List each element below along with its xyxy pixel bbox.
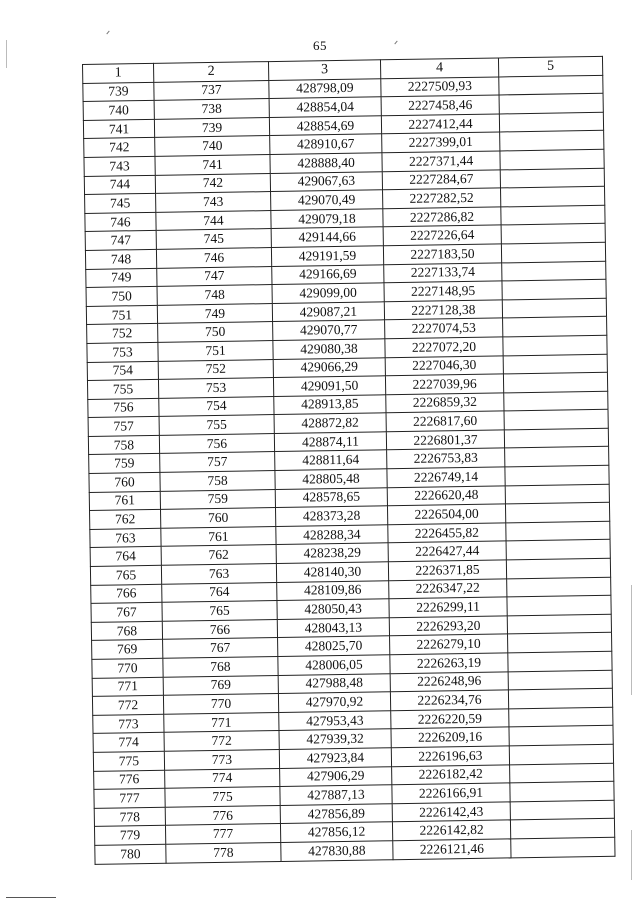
y-coordinate-cell: 2226263,19 (390, 653, 508, 673)
x-coordinate-cell: 429166,69 (272, 264, 384, 284)
note-cell (511, 837, 615, 857)
y-coordinate-cell: 2226142,82 (392, 820, 510, 840)
point-number-cell: 772 (92, 695, 163, 715)
x-coordinate-cell: 428805,48 (275, 469, 387, 489)
note-cell (502, 298, 606, 318)
point-number-cell: 775 (93, 751, 164, 771)
prev-point-cell: 760 (161, 508, 276, 528)
prev-point-cell: 770 (163, 694, 278, 714)
point-number-cell: 739 (83, 82, 154, 102)
prev-point-cell: 753 (158, 378, 273, 398)
prev-point-cell: 752 (158, 359, 273, 379)
point-number-cell: 748 (85, 249, 156, 269)
x-coordinate-cell: 429080,38 (273, 339, 385, 359)
note-cell (507, 614, 611, 634)
note-cell (500, 168, 604, 188)
point-number-cell: 745 (85, 194, 156, 214)
note-cell (500, 149, 604, 169)
prev-point-cell: 766 (162, 619, 277, 639)
point-number-cell: 746 (85, 212, 156, 232)
point-number-cell: 756 (88, 398, 159, 418)
x-coordinate-cell: 428872,82 (274, 413, 386, 433)
column-header-5: 5 (498, 56, 602, 76)
note-cell (509, 707, 613, 727)
margin-mark-right (631, 585, 632, 695)
x-coordinate-cell: 428050,43 (277, 599, 389, 619)
x-coordinate-cell: 428025,70 (278, 636, 390, 656)
note-cell (501, 224, 605, 244)
x-coordinate-cell: 429191,59 (271, 246, 383, 266)
note-cell (501, 242, 605, 262)
point-number-cell: 762 (90, 510, 161, 530)
prev-point-cell: 758 (160, 471, 275, 491)
note-cell (500, 131, 604, 151)
prev-point-cell: 743 (156, 192, 271, 212)
prev-point-cell: 749 (157, 303, 272, 323)
y-coordinate-cell: 2226859,32 (386, 393, 504, 413)
point-number-cell: 757 (88, 417, 159, 437)
y-coordinate-cell: 2226620,48 (387, 486, 505, 506)
x-coordinate-cell: 429091,50 (273, 376, 385, 396)
prev-point-cell: 777 (165, 824, 280, 844)
y-coordinate-cell: 2226166,91 (392, 783, 510, 803)
x-coordinate-cell: 429144,66 (271, 227, 383, 247)
point-number-cell: 777 (94, 788, 165, 808)
prev-point-cell: 769 (163, 675, 278, 695)
x-coordinate-cell: 427939,32 (279, 729, 391, 749)
y-coordinate-cell: 2226248,96 (390, 671, 508, 691)
x-coordinate-cell: 429070,77 (273, 320, 385, 340)
note-cell (501, 186, 605, 206)
y-coordinate-cell: 2227458,46 (381, 95, 499, 115)
prev-point-cell: 756 (159, 433, 274, 453)
prev-point-cell: 755 (159, 415, 274, 435)
x-coordinate-cell: 427856,89 (280, 803, 392, 823)
note-cell (505, 465, 609, 485)
prev-point-cell: 748 (157, 285, 272, 305)
point-number-cell: 742 (84, 138, 155, 158)
point-number-cell: 779 (94, 826, 165, 846)
x-coordinate-cell: 428288,34 (276, 525, 388, 545)
prev-point-cell: 746 (156, 247, 271, 267)
point-number-cell: 761 (89, 491, 160, 511)
point-number-cell: 749 (86, 268, 157, 288)
column-header-1: 1 (83, 63, 154, 83)
point-number-cell: 765 (90, 565, 161, 585)
y-coordinate-cell: 2226299,11 (389, 597, 507, 617)
prev-point-cell: 740 (155, 136, 270, 156)
prev-point-cell: 739 (154, 117, 269, 137)
prev-point-cell: 774 (165, 768, 280, 788)
scan-speck (106, 31, 109, 35)
y-coordinate-cell: 2226455,82 (388, 523, 506, 543)
note-cell (510, 800, 614, 820)
y-coordinate-cell: 2226209,16 (391, 727, 509, 747)
point-number-cell: 754 (87, 361, 158, 381)
note-cell (503, 354, 607, 374)
prev-point-cell: 762 (161, 545, 276, 565)
y-coordinate-cell: 2227282,52 (383, 188, 501, 208)
prev-point-cell: 773 (164, 749, 279, 769)
note-cell (507, 595, 611, 615)
prev-point-cell: 764 (162, 582, 277, 602)
column-header-4: 4 (380, 58, 498, 78)
note-cell (510, 819, 614, 839)
x-coordinate-cell: 428888,40 (270, 153, 382, 173)
x-coordinate-cell: 427856,12 (280, 822, 392, 842)
point-number-cell: 778 (94, 807, 165, 827)
point-number-cell: 747 (85, 231, 156, 251)
column-header-2: 2 (153, 62, 268, 82)
prev-point-cell: 763 (161, 564, 276, 584)
x-coordinate-cell: 429066,29 (273, 357, 385, 377)
x-coordinate-cell: 428140,30 (276, 562, 388, 582)
y-coordinate-cell: 2226142,43 (392, 802, 510, 822)
point-number-cell: 740 (83, 101, 154, 121)
x-coordinate-cell: 427887,13 (280, 785, 392, 805)
table-body (83, 75, 615, 864)
bottom-rule (6, 897, 56, 898)
note-cell (508, 688, 612, 708)
point-number-cell: 759 (89, 454, 160, 474)
note-cell (508, 651, 612, 671)
point-number-cell: 773 (93, 714, 164, 734)
note-cell (509, 726, 613, 746)
note-cell (510, 763, 614, 783)
x-coordinate-cell: 428006,05 (278, 655, 390, 675)
prev-point-cell: 776 (165, 805, 280, 825)
x-coordinate-cell: 428854,04 (269, 97, 381, 117)
y-coordinate-cell: 2227128,38 (384, 300, 502, 320)
x-coordinate-cell: 428811,64 (275, 450, 387, 470)
prev-point-cell: 757 (160, 452, 275, 472)
y-coordinate-cell: 2226220,59 (391, 709, 509, 729)
point-number-cell: 771 (92, 677, 163, 697)
y-coordinate-cell: 2226293,20 (389, 616, 507, 636)
y-coordinate-cell: 2226196,63 (391, 746, 509, 766)
note-cell (506, 540, 610, 560)
y-coordinate-cell: 2227509,93 (381, 77, 499, 97)
x-coordinate-cell: 428910,67 (270, 134, 382, 154)
column-header-3: 3 (268, 60, 380, 80)
point-number-cell: 751 (86, 305, 157, 325)
note-cell (504, 391, 608, 411)
note-cell (499, 75, 603, 95)
prev-point-cell: 738 (154, 99, 269, 119)
prev-point-cell: 768 (163, 656, 278, 676)
x-coordinate-cell: 429070,49 (271, 190, 383, 210)
x-coordinate-cell: 428578,65 (275, 487, 387, 507)
y-coordinate-cell: 2226504,00 (387, 504, 505, 524)
point-number-cell: 743 (84, 156, 155, 176)
prev-point-cell: 737 (154, 80, 269, 100)
y-coordinate-cell: 2226749,14 (387, 467, 505, 487)
prev-point-cell: 765 (162, 601, 277, 621)
margin-mark-right-lower (631, 830, 632, 880)
x-coordinate-cell: 427988,48 (278, 673, 390, 693)
x-coordinate-cell: 428043,13 (277, 618, 389, 638)
point-number-cell: 755 (87, 379, 158, 399)
prev-point-cell: 771 (164, 712, 279, 732)
note-cell (499, 94, 603, 114)
x-coordinate-cell: 429087,21 (272, 302, 384, 322)
y-coordinate-cell: 2226182,42 (392, 764, 510, 784)
point-number-cell: 758 (88, 435, 159, 455)
y-coordinate-cell: 2226234,76 (390, 690, 508, 710)
prev-point-cell: 767 (163, 638, 278, 658)
note-cell (505, 484, 609, 504)
y-coordinate-cell: 2227046,30 (385, 355, 503, 375)
point-number-cell: 753 (87, 342, 158, 362)
x-coordinate-cell: 428373,28 (275, 506, 387, 526)
note-cell (505, 503, 609, 523)
point-number-cell: 741 (83, 119, 154, 139)
point-number-cell: 774 (93, 733, 164, 753)
y-coordinate-cell: 2227226,64 (383, 225, 501, 245)
x-coordinate-cell: 428874,11 (274, 432, 386, 452)
prev-point-cell: 747 (157, 266, 272, 286)
point-number-cell: 767 (91, 603, 162, 623)
point-number-cell: 766 (91, 584, 162, 604)
y-coordinate-cell: 2227074,53 (385, 318, 503, 338)
note-cell (504, 410, 608, 430)
prev-point-cell: 775 (165, 787, 280, 807)
point-number-cell: 760 (89, 472, 160, 492)
prev-point-cell: 745 (156, 229, 271, 249)
note-cell (510, 781, 614, 801)
point-number-cell: 764 (90, 547, 161, 567)
x-coordinate-cell: 427923,84 (279, 748, 391, 768)
y-coordinate-cell: 2227039,96 (385, 374, 503, 394)
note-cell (501, 205, 605, 225)
prev-point-cell: 754 (159, 396, 274, 416)
note-cell (509, 744, 613, 764)
x-coordinate-cell: 427830,88 (281, 841, 393, 861)
prev-point-cell: 744 (156, 210, 271, 230)
prev-point-cell: 761 (161, 526, 276, 546)
y-coordinate-cell: 2227072,20 (385, 337, 503, 357)
note-cell (506, 521, 610, 541)
note-cell (502, 279, 606, 299)
note-cell (499, 112, 603, 132)
x-coordinate-cell: 429099,00 (272, 283, 384, 303)
x-coordinate-cell: 429067,63 (270, 171, 382, 191)
x-coordinate-cell: 429079,18 (271, 209, 383, 229)
y-coordinate-cell: 2227371,44 (382, 151, 500, 171)
note-cell (503, 372, 607, 392)
note-cell (506, 558, 610, 578)
note-cell (508, 670, 612, 690)
y-coordinate-cell: 2226371,85 (388, 560, 506, 580)
y-coordinate-cell: 2226427,44 (388, 541, 506, 561)
prev-point-cell: 772 (164, 731, 279, 751)
y-coordinate-cell: 2226817,60 (386, 411, 504, 431)
x-coordinate-cell: 428109,86 (277, 580, 389, 600)
x-coordinate-cell: 428238,29 (276, 543, 388, 563)
y-coordinate-cell: 2227284,67 (382, 170, 500, 190)
y-coordinate-cell: 2227183,50 (383, 244, 501, 264)
point-number-cell: 744 (84, 175, 155, 195)
note-cell (505, 447, 609, 467)
y-coordinate-cell: 2226753,83 (387, 448, 505, 468)
note-cell (503, 335, 607, 355)
x-coordinate-cell: 428913,85 (274, 394, 386, 414)
x-coordinate-cell: 427953,43 (279, 711, 391, 731)
point-number-cell: 768 (91, 621, 162, 641)
point-number-cell: 770 (92, 658, 163, 678)
y-coordinate-cell: 2226801,37 (386, 430, 504, 450)
prev-point-cell: 750 (158, 322, 273, 342)
y-coordinate-cell: 2226121,46 (393, 839, 511, 859)
y-coordinate-cell: 2226347,22 (389, 579, 507, 599)
y-coordinate-cell: 2227399,01 (382, 132, 500, 152)
note-cell (502, 261, 606, 281)
prev-point-cell: 751 (158, 340, 273, 360)
prev-point-cell: 778 (166, 842, 281, 862)
note-cell (507, 577, 611, 597)
note-cell (503, 317, 607, 337)
prev-point-cell: 742 (155, 173, 270, 193)
coordinates-table (82, 56, 616, 865)
y-coordinate-cell: 2227133,74 (384, 262, 502, 282)
x-coordinate-cell: 428854,69 (269, 116, 381, 136)
point-number-cell: 750 (86, 286, 157, 306)
point-number-cell: 752 (87, 324, 158, 344)
y-coordinate-cell: 2227286,82 (383, 207, 501, 227)
note-cell (504, 428, 608, 448)
prev-point-cell: 741 (155, 155, 270, 175)
page-number: 65 (313, 38, 327, 53)
x-coordinate-cell: 427970,92 (278, 692, 390, 712)
point-number-cell: 769 (92, 640, 163, 660)
point-number-cell: 776 (94, 770, 165, 790)
y-coordinate-cell: 2227148,95 (384, 281, 502, 301)
x-coordinate-cell: 427906,29 (280, 766, 392, 786)
x-coordinate-cell: 428798,09 (269, 78, 381, 98)
point-number-cell: 780 (95, 844, 166, 864)
prev-point-cell: 759 (160, 489, 275, 509)
point-number-cell: 763 (90, 528, 161, 548)
y-coordinate-cell: 2226279,10 (390, 634, 508, 654)
note-cell (508, 633, 612, 653)
y-coordinate-cell: 2227412,44 (381, 114, 499, 134)
